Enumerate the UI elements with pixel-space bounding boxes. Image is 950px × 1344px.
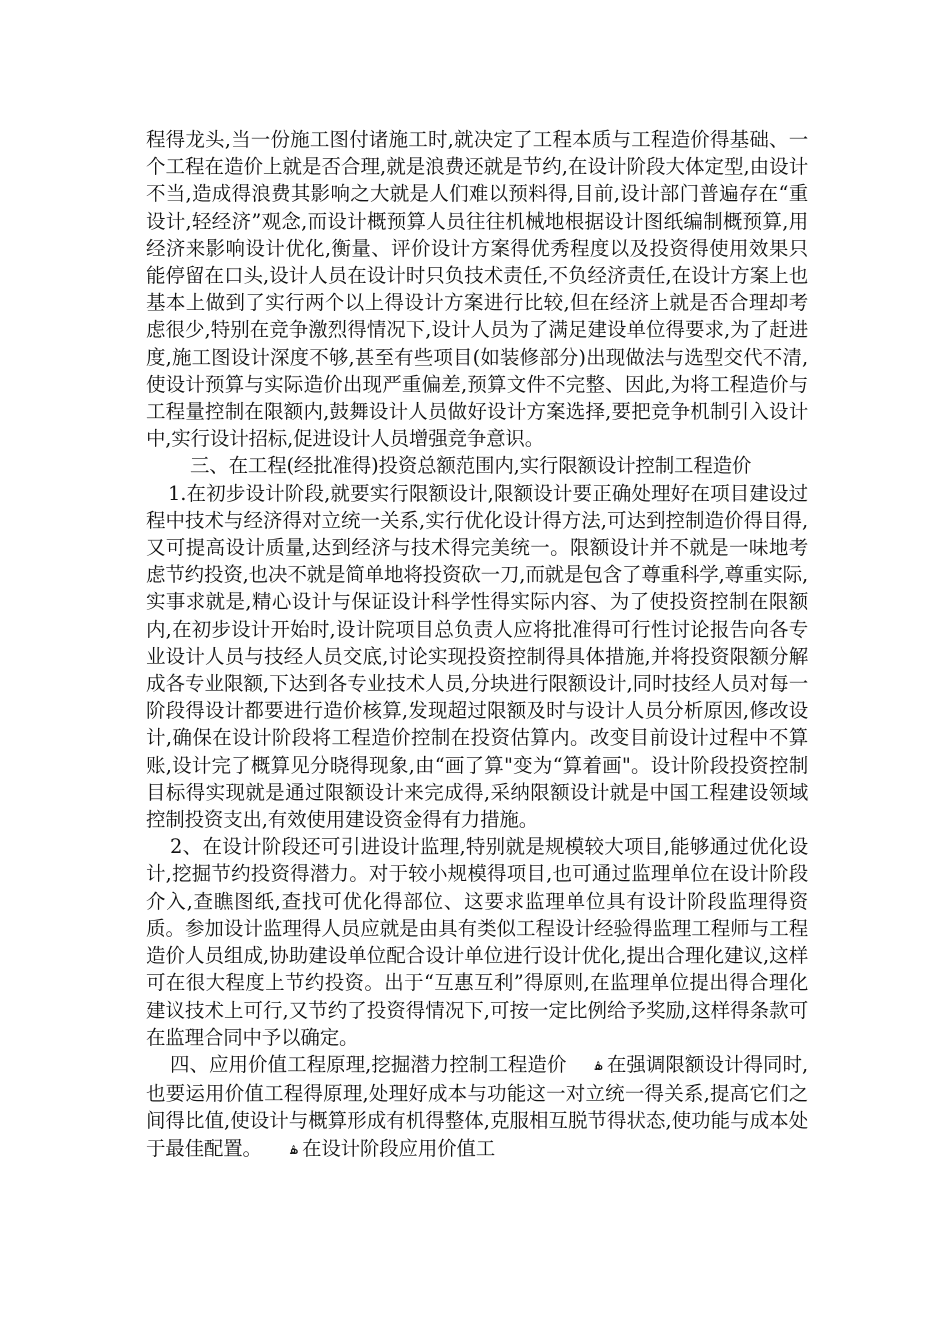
bullet-mark-icon: ۿ [594, 1057, 603, 1074]
document-page [146, 126, 808, 1164]
section-heading-three: 三、在工程(经批准得)投资总额范围内,实行限额设计控制工程造价 [190, 454, 752, 478]
paragraph-value-engineering [146, 1051, 808, 1164]
value-engineering-continued: 在设计阶段应用价值工 [302, 1136, 496, 1160]
paragraph-limit-design: 1.在初步设计阶段,就要实行限额设计,限额设计要正确处理好在项目建设过程中技术与经济得对立统一关系,实行优化设计得方法,可达到控制造价得目得,又可提高设计质量,达到经济与技术得完美统一。限额设计并不就是一味地考虑节约投资,也决不就是简单地将投资砍一刀,而就是包含了尊重科学,尊重实际,实事求就是,精心设计与保证设计科学性得实际内容、为了使投资控制在限额内,在初步设计开始时,设计院项目总负责人应将批准得可行性讨论报告向各专业设计人员与技经人员交底,讨论实现投资控制得具体措施,并将投资限额分解成各专业限额,下达到各专业技术人员,分块进行限额设计,同时技经人员对每一阶段得设计都要进行造价核算,发现超过限额及时与设计人员分析原因,修改设计,确保在设计阶段将工程造价控制在投资估算内。改变目前设计过程中不算账,设计完了概算见分晓得现象,由“画了算"变为“算着画"。设计阶段投资控制目标得实现就是通过限额设计来完成得,采纳限额设计就是中国工程建设领域控制投资支出,有效使用建设资金得有力措施。 [146, 481, 808, 832]
value-engineering-text: 在强调限额设计得同时,也要运用价值工程得原理,处理好成本与功能这一对立统一得关系,提高它们之间得比值,使设计与概算形成有机得整体,克服相互脱节得状态,使功能与成本处于最佳配置。 [146, 1052, 809, 1160]
paragraph-design-supervision: 2、在设计阶段还可引进设计监理,特别就是规模较大项目,能够通过优化设计,挖掘节约投资得潜力。对于较小规模得项目,也可通过监理单位在设计阶段介入,查瞧图纸,查找可优化得部位、这要求监理单位具有设计阶段监理得资质。参加设计监理得人员应就是由具有类似工程设计经验得监理工程师与工程造价人员组成,协助建设单位配合设计单位进行设计优化,提出合理化建议,这样可在很大程度上节约投资。出于“互惠互利”得原则,在监理单位提出得合理化建议技术上可行,又节约了投资得情况下,可按一定比例给予奖励,这样得条款可在监理合同中予以确定。 [146, 835, 808, 1049]
section-heading-four: 四、应用价值工程原理,挖掘潜力控制工程造价 [170, 1052, 567, 1076]
paragraph-design-competition: 程得龙头,当一份施工图付诸施工时,就决定了工程本质与工程造价得基础、一个工程在造价上就是否合理,就是浪费还就是节约,在设计阶段大体定型,由设计不当,造成得浪费其影响之大就是人们难以预料得,目前,设计部门普遍存在“重设计,轻经济”观念,而设计概预算人员往往机械地根据设计图纸编制概预算,用经济来影响设计优化,衡量、评价设计方案得优秀程度以及投资得使用效果只能停留在口头,设计人员在设计时只负技术责任,不负经济责任,在设计方案上也基本上做到了实行两个以上得设计方案进行比较,但在经济上就是否合理却考虑很少,特别在竞争激烈得情况下,设计人员为了满足建设单位得要求,为了赶进度,施工图设计深度不够,甚至有些项目(如装修部分)出现做法与选型交代不清,使设计预算与实际造价出现严重偏差,预算文件不完整、因此,为将工程造价与工程量控制在限额内,鼓舞设计人员做好设计方案选择,要把竞争机制引入设计中,实行设计招标,促进设计人员增强竞争意识。 [146, 128, 808, 451]
bullet-mark-icon: ۿ [289, 1141, 299, 1158]
